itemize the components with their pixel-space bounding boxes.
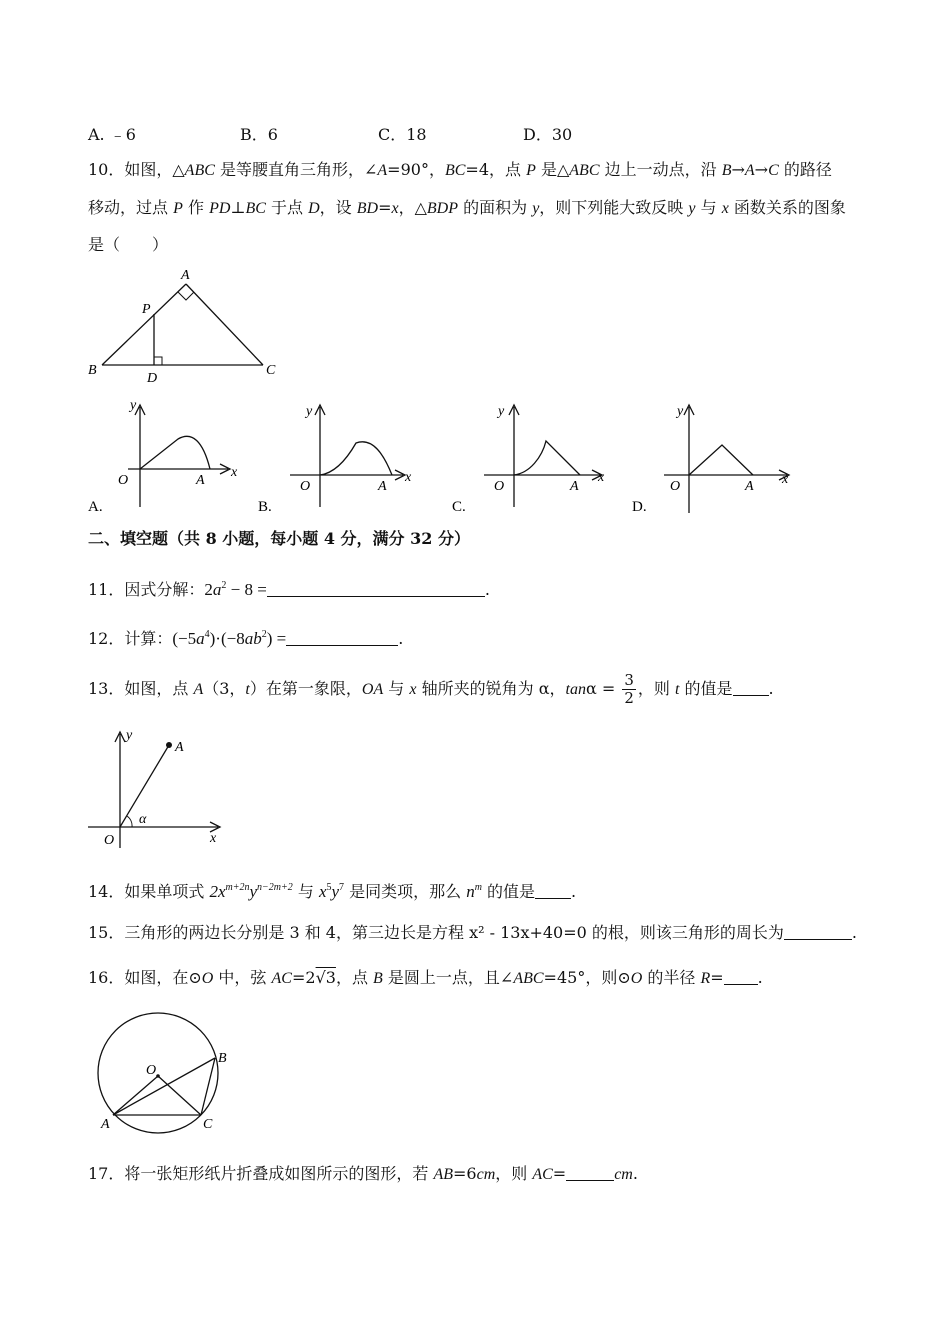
graph-option-b [258, 395, 423, 520]
q13: 13．如图，点 A（3，t）在第一象限，OA 与 x 轴所夹的锐角为 α，tanα = $\frac{3}{2}$ ，则 t 的值是 . [88, 671, 774, 707]
svg-text:C.: C. [452, 499, 466, 515]
q16: 16．如图，在⊙O 中，弦 AC=2√3，点 B 是圆上一点，且∠ABC=45°，则⊙O 的半径 R= . [88, 968, 763, 987]
graph-option-c [452, 395, 617, 520]
q11: 11．因式分解：$2a^2 - 8$ = . [88, 580, 490, 599]
svg-text:O: O [104, 833, 115, 848]
option-d: D．30 [523, 125, 573, 144]
q10-triangle-figure [80, 262, 290, 392]
svg-text:A: A [745, 479, 754, 494]
svg-text:x: x [210, 831, 217, 846]
q14: 14．如果单项式 $2x^{m+2n}y^{n-2m+2}$ 与 $x^5y^7$ 是同类项，那么 $n^m$ 的值是 . [88, 882, 577, 901]
fraction-3-2: $\frac{3}{2}$ [624, 671, 634, 707]
svg-text:O: O [670, 479, 681, 494]
q17: 17．将一张矩形纸片折叠成如图所示的图形，若 AB=6cm，则 AC= cm. [88, 1164, 638, 1183]
q10-line-3: 是（ ） [88, 235, 169, 254]
svg-text:C: C [203, 1117, 213, 1132]
svg-text:D.: D. [632, 499, 647, 515]
svg-text:O: O [300, 479, 311, 494]
svg-text:A.: A. [88, 499, 103, 515]
label-p: P [142, 302, 151, 317]
label-d: D [147, 371, 158, 386]
graph-option-a [88, 395, 248, 520]
svg-text:O: O [118, 473, 129, 488]
svg-text:x: x [231, 465, 238, 480]
svg-text:y: y [126, 728, 133, 743]
label-b: B [88, 363, 97, 378]
svg-text:y: y [498, 404, 505, 419]
svg-text:y: y [677, 404, 684, 419]
svg-text:x: x [782, 472, 789, 487]
svg-text:O: O [494, 479, 505, 494]
option-a: A. ﹣6 [88, 125, 136, 144]
svg-text:B.: B. [258, 499, 272, 515]
q16-circle-figure [88, 1010, 238, 1140]
label-a: A [181, 268, 190, 283]
section-heading: 二、填空题（共 8 小题，每小题 4 分，满分 32 分） [88, 529, 470, 548]
svg-text:y: y [130, 398, 137, 413]
q12: 12．计算：$(-5a^4)\cdot(-8ab^2)$ = . [88, 629, 404, 648]
option-b: B．6 [240, 125, 278, 144]
svg-text:A: A [378, 479, 387, 494]
svg-text:y: y [306, 404, 313, 419]
svg-text:B: B [218, 1051, 227, 1066]
svg-text:O: O [146, 1063, 157, 1078]
svg-text:A: A [570, 479, 579, 494]
label-c: C [266, 363, 276, 378]
graph-option-d [632, 395, 797, 520]
svg-text:α: α [139, 812, 147, 827]
svg-text:A: A [101, 1117, 110, 1132]
svg-text:x: x [598, 470, 605, 485]
svg-text:A: A [196, 473, 205, 488]
q10-line-1: 10．如图，△ABC 是等腰直角三角形，∠A=90°，BC=4，点 P 是△ABC 边上一动点，沿 B→A→C 的路径 [88, 160, 832, 179]
option-c: C．18 [378, 125, 427, 144]
svg-text:A: A [175, 740, 184, 755]
q13-axis-figure [80, 722, 230, 852]
q10-line-2: 移动，过点 P 作 PD⊥BC 于点 D，设 BD=x，△BDP 的面积为 y，则下列能大致反映 y 与 x 函数关系的图象 [88, 198, 846, 217]
svg-text:x: x [405, 470, 412, 485]
q15: 15．三角形的两边长分别是 3 和 4，第三边长是方程 x² - 13x+40=0 的根，则该三角形的周长为 . [88, 923, 857, 942]
